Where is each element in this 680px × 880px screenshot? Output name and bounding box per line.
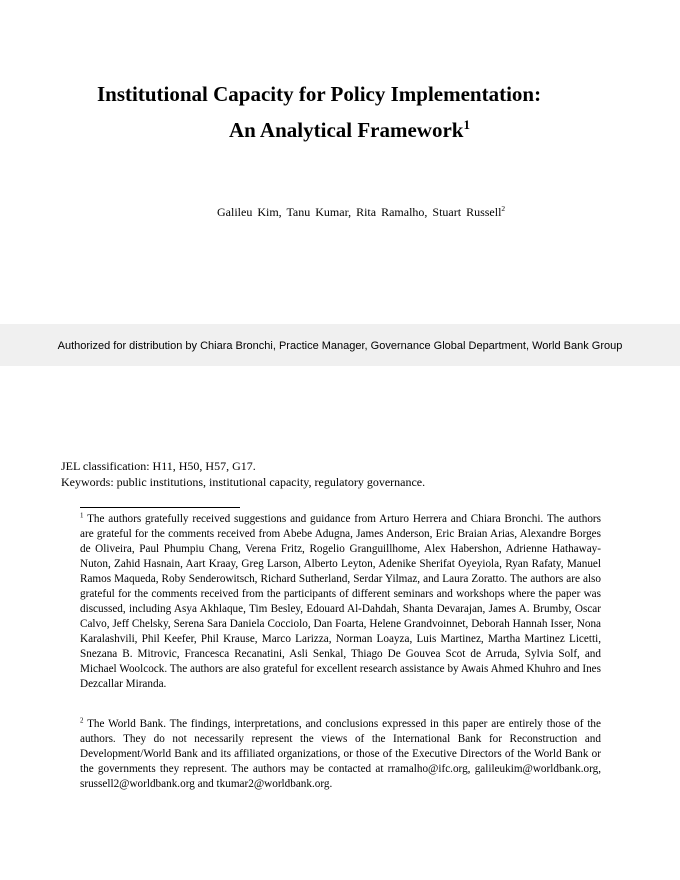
paper-title-line-1	[97, 81, 541, 107]
footnote-2-mark: 2	[80, 716, 84, 725]
paper-title-line-2	[229, 117, 470, 143]
footnote-2	[80, 717, 601, 792]
title-line-1-text: Institutional Capacity for Policy Implementation:	[97, 82, 542, 106]
footnote-1	[80, 512, 601, 692]
author-names: Galileu Kim, Tanu Kumar, Rita Ramalho, Stuart Russell	[217, 205, 502, 219]
authorization-text: Authorized for distribution by Chiara Bronchi, Practice Manager, Governance Global Department, World Bank Group	[57, 340, 623, 352]
footnote-1-text: The authors gratefully received suggestions and guidance from Arturo Herrera and Chiara Bronchi. The authors are grateful for the comments received from Abebe Adugna, James Anderson, Eric Braian Arias, Alexandre Borges de Oliveira, Paul Phumpiu Chang, Verena Fritz, Rogelio Granguillhome, Alex Habershon, Adrienne Hathaway-Nuton, Zahid Hasnain, Aart Kraay, Greg Larson, Alberto Leyton, Adenike Sherifat Oyeyiola, Ryan Rafaty, Manuel Ramos Maqueda, Roby Senderowitsch, Richard Sutherland, Serdar Yilmaz, and Laura Zoratto. The authors are also grateful for the comments received from the participants of different seminars and workshops where the paper was discussed, including Asya Akhlaque, Tim Besley, Edouard Al-Dahdah, Shanta Devarajan, James A. Brumby, Oscar Calvo, Jeff Chelsky, Serena Sara Daniela Cocciolo, Dan Foarta, Helene Grandvoinnet, Deborah Hannah Isser, Nona Karalashvili, Phil Keefer, Phil Krause, Marco Larizza, Norman Loayza, Luis Martinez, Martha Martinez Licetti, Snezana B. Mitrovic, Francesca Recanatini, Asli Senkal, Thiago De Gouvea Scot de Arruda, Sylvia Solf, and Michael Woolcock. The authors are also grateful for excellent research assistance by Awais Ahmed Khuhro and Ines Dezcallar Miranda.	[80, 513, 601, 690]
title-line-2-text: An Analytical Framework	[229, 118, 464, 142]
title-footnote-mark[interactable]: 1	[463, 117, 470, 132]
keywords: Keywords: public institutions, institutional capacity, regulatory governance.	[61, 475, 426, 489]
authors-footnote-mark[interactable]: 2	[501, 204, 506, 213]
footnote-1-mark: 1	[80, 511, 84, 520]
footnote-2-text: The World Bank. The findings, interpretations, and conclusions expressed in this paper are entirely those of the authors. They do not necessarily represent the views of the International Bank for Reconstruction and Development/World Bank and its affiliated organizations, or those of the Executive Directors of the World Bank or the governments they represent. The authors may be contacted at rramalho@ifc.org, galileukim@worldbank.org, srussell2@worldbank.org and tkumar2@worldbank.org.	[80, 718, 601, 790]
jel-classification: JEL classification: H11, H50, H57, G17.	[61, 459, 256, 473]
author-list	[217, 205, 505, 220]
footnote-separator	[80, 507, 240, 508]
